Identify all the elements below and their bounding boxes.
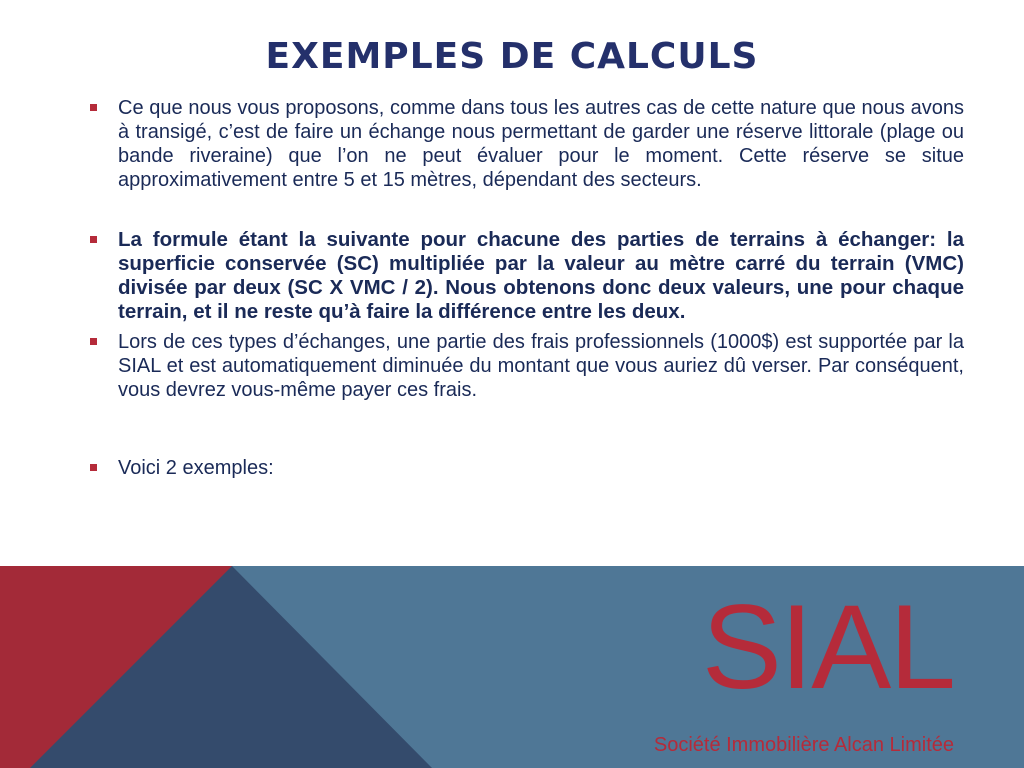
square-bullet-icon <box>90 338 97 345</box>
square-bullet-icon <box>90 104 97 111</box>
slide-title: EXEMPLES DE CALCULS <box>265 36 759 77</box>
bullet-text: Voici 2 exemples: <box>118 457 274 479</box>
bullet-item <box>90 228 964 324</box>
square-bullet-icon <box>90 464 97 471</box>
bullet-text: Lors de ces types d’échanges, une partie des frais professionnels (1000$) est supportée par la SIAL et est automatiquement diminuée du montant que vous auriez dû verser. Par conséquent, vous devrez vous-même payer ces frais. <box>118 331 964 401</box>
square-bullet-icon <box>90 236 97 243</box>
bullet-item <box>90 330 964 402</box>
bullet-text: La formule étant la suivante pour chacune des parties de terrains à échanger: la superficie conservée (SC) multipliée par la valeur au mètre carré du terrain (VMC) divisée par deux (SC X VMC / 2). Nous obtenons donc deux valeurs, une pour chaque terrain, et il ne reste qu’à faire la différence entre les deux. <box>118 228 964 323</box>
sial-logo: SIAL <box>701 580 954 714</box>
bullet-list <box>90 96 964 480</box>
bullet-item <box>90 456 964 480</box>
bullet-item <box>90 96 964 192</box>
company-tagline: Société Immobilière Alcan Limitée <box>653 734 954 756</box>
bullet-text: Ce que nous vous proposons, comme dans tous les autres cas de cette nature que nous avons à transigé, c’est de faire un échange nous permettant de garder une réserve littorale (plage ou bande riveraine) que l’on ne peut évaluer pour le moment. Cette réserve se situe approximativement entre 5 et 15 mètres, dépendant des secteurs. <box>118 97 964 191</box>
